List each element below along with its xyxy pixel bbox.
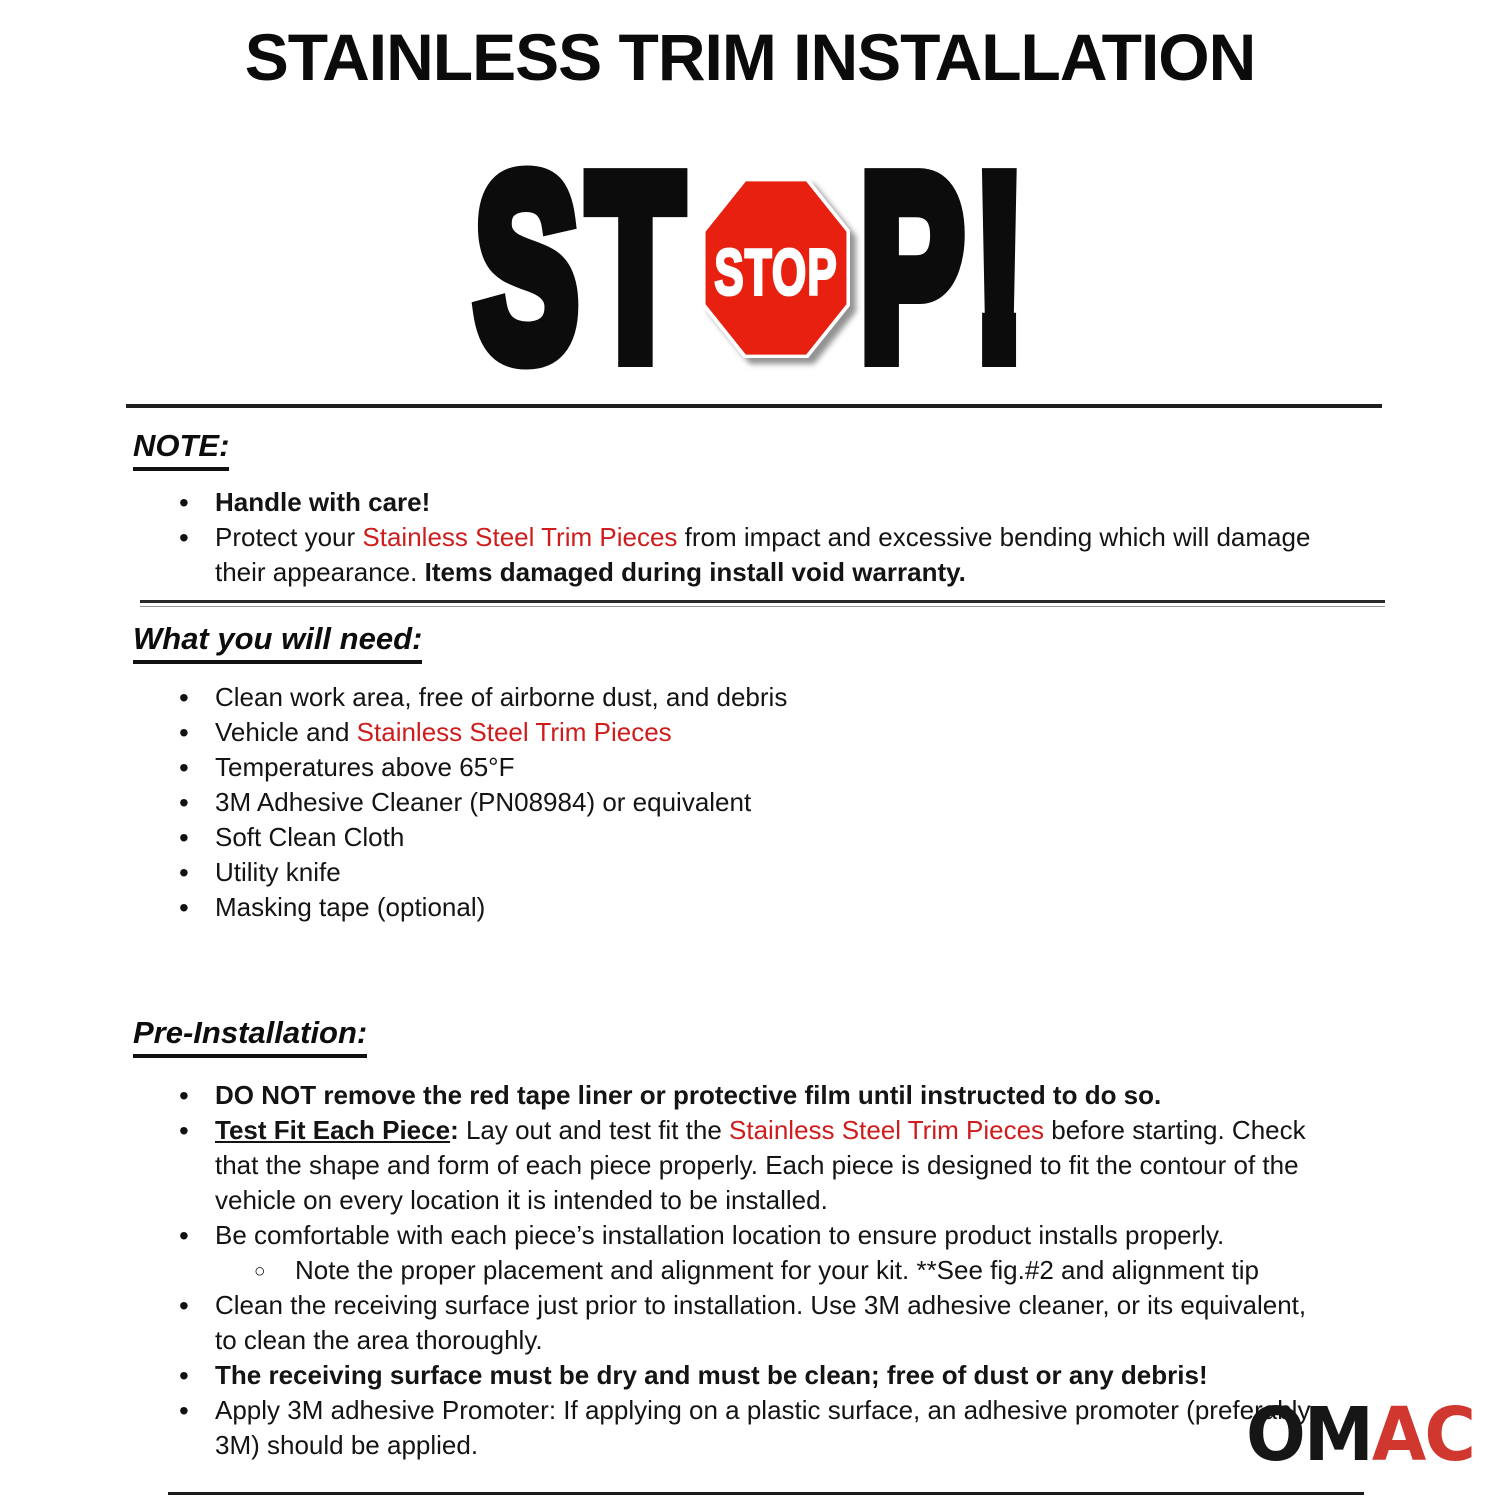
list-item: • Masking tape (optional) xyxy=(133,890,1315,925)
list-item: • Test Fit Each Piece: Lay out and test fit the Stainless Steel Trim Pieces before starting. Check that the shape and form of each piece properly. Each piece is designed to fit the contour of the vehicle on every location it is intended to be installed. xyxy=(133,1113,1315,1218)
stop-text-left: ST xyxy=(473,122,692,413)
divider-bottom xyxy=(168,1492,1364,1495)
note-bullet-list xyxy=(133,485,1400,590)
stop-text-right: P! xyxy=(860,122,1035,413)
list-item: • The receiving surface must be dry and must be clean; free of dust or any debris! xyxy=(133,1358,1315,1393)
sub-list-item: ○ Note the proper placement and alignment for your kit. **See fig.#2 and alignment tip xyxy=(133,1253,1395,1288)
list-item: • DO NOT remove the red tape liner or protective film until instructed to do so. xyxy=(133,1078,1315,1113)
stop-graphic xyxy=(0,122,1500,413)
list-item: • Apply 3M adhesive Promoter: If applying on a plastic surface, an adhesive promoter (preferably 3M) should be applied. xyxy=(133,1393,1315,1463)
need-bullet-list xyxy=(133,680,1400,925)
divider-note xyxy=(140,600,1385,607)
section-pre-installation xyxy=(133,1015,1400,1463)
list-item: • Soft Clean Cloth xyxy=(133,820,1315,855)
stop-text-right-wrap xyxy=(860,122,1035,413)
omac-logo-red: AC xyxy=(1371,1392,1474,1478)
list-item: • Utility knife xyxy=(133,855,1315,890)
omac-logo-black: OM xyxy=(1245,1392,1372,1478)
list-item: • Handle with care! xyxy=(133,485,1315,520)
page-title: STAINLESS TRIM INSTALLATION xyxy=(244,20,1256,94)
list-item: • 3M Adhesive Cleaner (PN08984) or equivalent xyxy=(133,785,1315,820)
pre-bullet-list xyxy=(133,1078,1400,1463)
list-item: • Clean the receiving surface just prior to installation. Use 3M adhesive cleaner, or its equivalent, to clean the area thoroughly. xyxy=(133,1288,1315,1358)
section-note xyxy=(133,408,1400,590)
note-heading: NOTE: xyxy=(133,428,229,471)
stop-sign-icon xyxy=(702,178,850,358)
list-item: • Protect your Stainless Steel Trim Pieces from impact and excessive bending which will damage their appearance. Items damaged during install void warranty. xyxy=(133,520,1315,590)
stop-sign-label: STOP xyxy=(714,236,838,309)
list-item: • Vehicle and Stainless Steel Trim Pieces xyxy=(133,715,1315,750)
stop-text-left-wrap xyxy=(472,122,692,413)
need-heading: What you will need: xyxy=(133,621,422,664)
omac-logo xyxy=(1245,1392,1474,1478)
list-item: • Be comfortable with each piece’s installation location to ensure product installs properly. xyxy=(133,1218,1315,1253)
section-what-you-will-need xyxy=(133,621,1400,925)
list-item: • Clean work area, free of airborne dust, and debris xyxy=(133,680,1315,715)
pre-heading: Pre-Installation: xyxy=(133,1015,367,1058)
list-item: • Temperatures above 65°F xyxy=(133,750,1315,785)
